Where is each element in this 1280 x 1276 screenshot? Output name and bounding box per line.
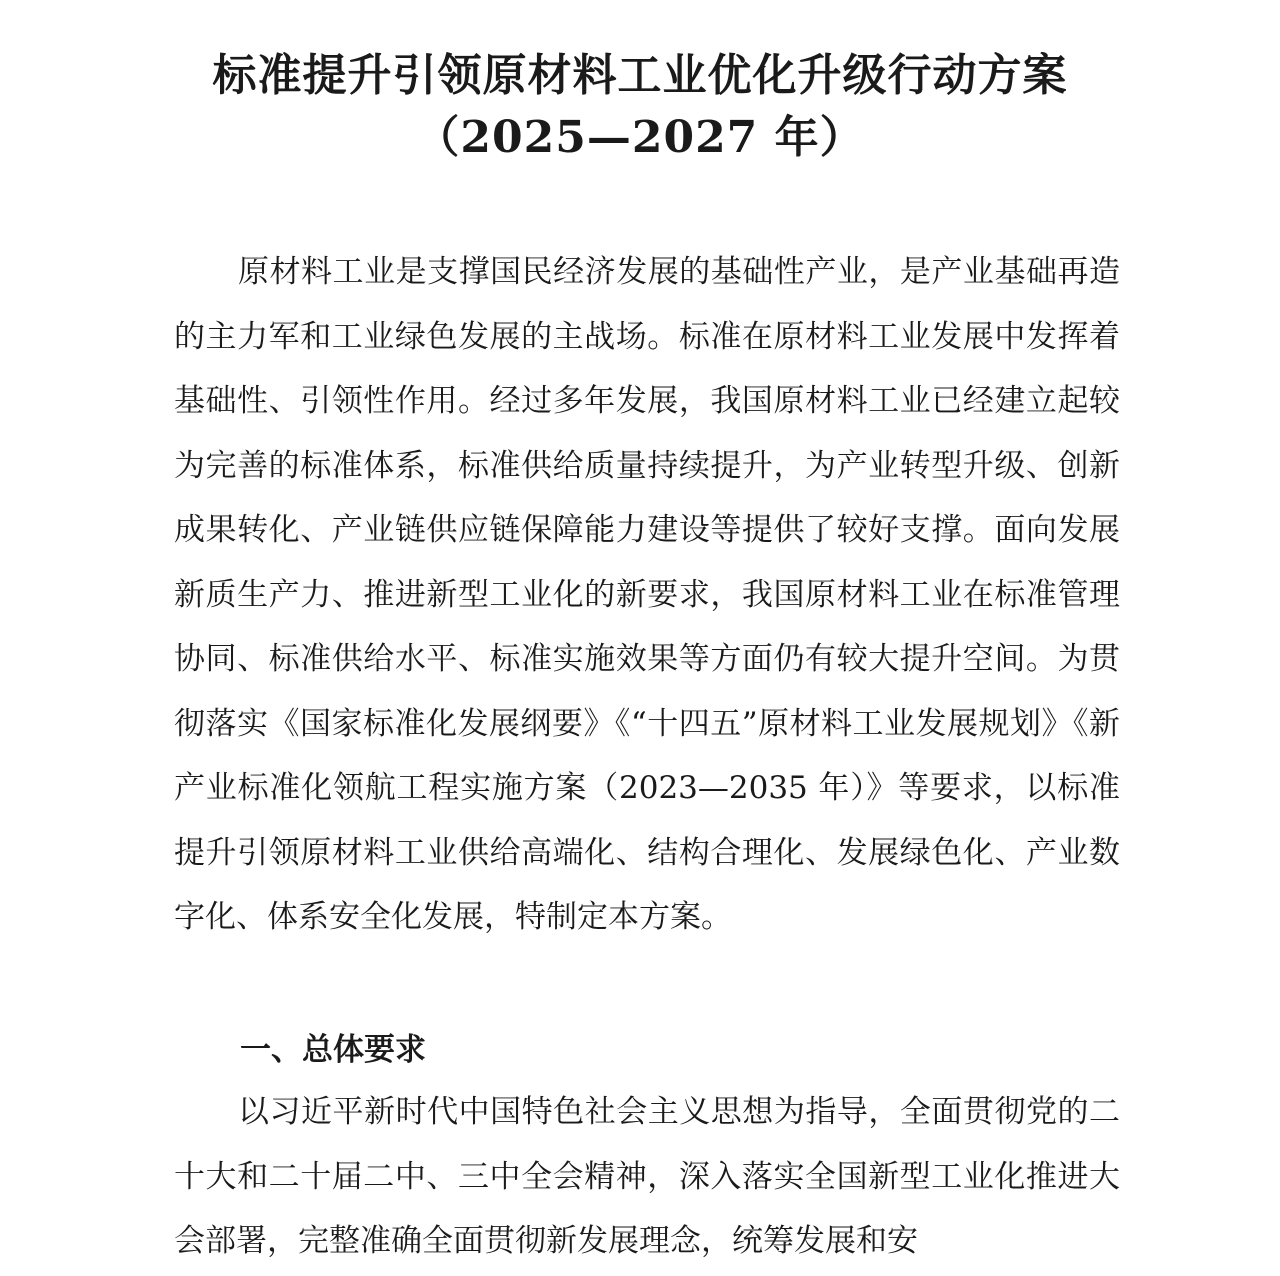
intro-paragraph: 原材料工业是支撑国民经济发展的基础性产业，是产业基础再造的主力军和工业绿色发展的主战场。标准在原材料工业发展中发挥着基础性、引领性作用。经过多年发展，我国原材料工业已经建立起较为完善的标准体系，标准供给质量持续提升，为产业转型升级、创新成果转化、产业链供应链保障能力建设等提供了较好支撑。面向发展新质生产力、推进新型工业化的新要求，我国原材料工业在标准管理协同、标准供给水平、标准实施效果等方面仍有较大提升空间。为贯彻落实《国家标准化发展纲要》《“十四五”原材料工业发展规划》《新产业标准化领航工程实施方案（2023—2035 年）》等要求，以标准提升引领原材料工业供给高端化、结构合理化、发展绿色化、产业数字化、体系安全化发展，特制定本方案。 — [174, 254, 1120, 935]
document-title: 标准提升引领原材料工业优化升级行动方案 — [212, 50, 1068, 101]
section-heading: 一、总体要求 — [240, 1032, 426, 1068]
section-paragraph: 以习近平新时代中国特色社会主义思想为指导，全面贯彻党的二十大和二十届二中、三中全会精神，深入落实全国新型工业化推进大会部署，完整准确全面贯彻新发展理念，统筹发展和安 — [174, 1094, 1120, 1259]
document-title-period: （2025—2027 年） — [415, 112, 865, 163]
